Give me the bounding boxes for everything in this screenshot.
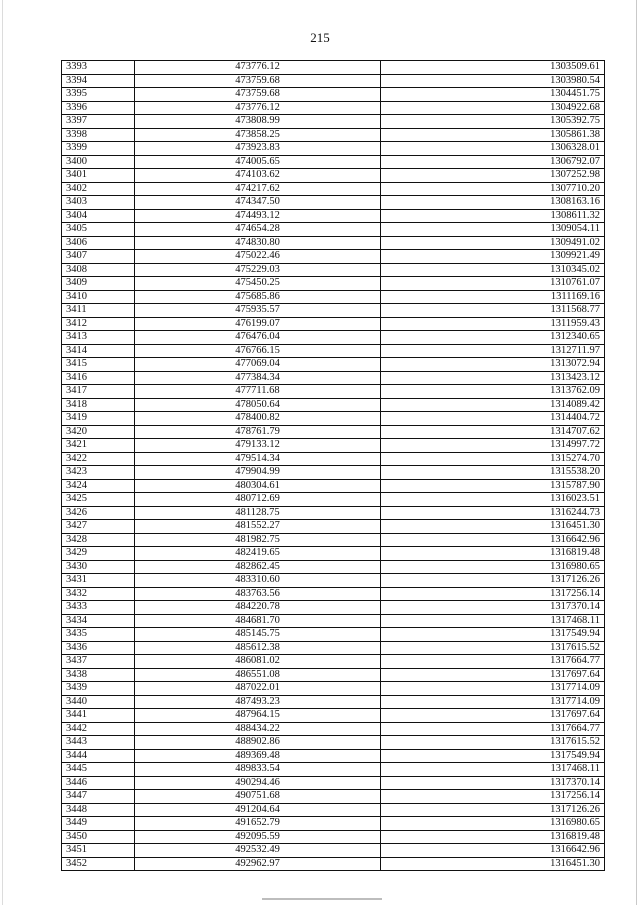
table-row	[62, 344, 605, 358]
y-coordinate-cell: 1317256.14	[381, 587, 605, 601]
table-row	[62, 88, 605, 102]
y-coordinate-cell: 1317468.11	[381, 763, 605, 777]
scan-bottom-mark	[262, 898, 382, 900]
table-row	[62, 547, 605, 561]
y-coordinate-cell: 1316980.65	[381, 817, 605, 831]
point-number-cell: 3407	[62, 250, 135, 264]
point-number-cell: 3428	[62, 533, 135, 547]
x-coordinate-cell: 476476.04	[135, 331, 381, 345]
x-coordinate-cell: 481552.27	[135, 520, 381, 534]
table-row	[62, 412, 605, 426]
point-number-cell: 3412	[62, 317, 135, 331]
point-number-cell: 3450	[62, 830, 135, 844]
point-number-cell: 3415	[62, 358, 135, 372]
x-coordinate-cell: 476766.15	[135, 344, 381, 358]
point-number-cell: 3393	[62, 61, 135, 75]
table-row	[62, 425, 605, 439]
point-number-cell: 3410	[62, 290, 135, 304]
x-coordinate-cell: 490294.46	[135, 776, 381, 790]
point-number-cell: 3432	[62, 587, 135, 601]
y-coordinate-cell: 1313762.09	[381, 385, 605, 399]
table-row	[62, 250, 605, 264]
x-coordinate-cell: 487022.01	[135, 682, 381, 696]
y-coordinate-cell: 1314404.72	[381, 412, 605, 426]
y-coordinate-cell: 1311568.77	[381, 304, 605, 318]
table-row	[62, 776, 605, 790]
x-coordinate-cell: 490751.68	[135, 790, 381, 804]
table-row	[62, 493, 605, 507]
x-coordinate-cell: 474103.62	[135, 169, 381, 183]
x-coordinate-cell: 474654.28	[135, 223, 381, 237]
point-number-cell: 3440	[62, 695, 135, 709]
point-number-cell: 3430	[62, 560, 135, 574]
y-coordinate-cell: 1317370.14	[381, 601, 605, 615]
point-number-cell: 3436	[62, 641, 135, 655]
y-coordinate-cell: 1306792.07	[381, 155, 605, 169]
table-row	[62, 628, 605, 642]
table-row	[62, 304, 605, 318]
table-row	[62, 560, 605, 574]
y-coordinate-cell: 1317549.94	[381, 749, 605, 763]
table-row	[62, 520, 605, 534]
y-coordinate-cell: 1316451.30	[381, 520, 605, 534]
x-coordinate-cell: 474005.65	[135, 155, 381, 169]
y-coordinate-cell: 1315274.70	[381, 452, 605, 466]
point-number-cell: 3449	[62, 817, 135, 831]
x-coordinate-cell: 484220.78	[135, 601, 381, 615]
y-coordinate-cell: 1305861.38	[381, 128, 605, 142]
table-row	[62, 452, 605, 466]
y-coordinate-cell: 1316244.73	[381, 506, 605, 520]
x-coordinate-cell: 487493.23	[135, 695, 381, 709]
point-number-cell: 3411	[62, 304, 135, 318]
y-coordinate-cell: 1303980.54	[381, 74, 605, 88]
point-number-cell: 3419	[62, 412, 135, 426]
x-coordinate-cell: 473808.99	[135, 115, 381, 129]
y-coordinate-cell: 1317549.94	[381, 628, 605, 642]
y-coordinate-cell: 1314997.72	[381, 439, 605, 453]
table-row	[62, 290, 605, 304]
point-number-cell: 3448	[62, 803, 135, 817]
point-number-cell: 3414	[62, 344, 135, 358]
table-row	[62, 803, 605, 817]
table-row	[62, 398, 605, 412]
y-coordinate-cell: 1313423.12	[381, 371, 605, 385]
y-coordinate-cell: 1305392.75	[381, 115, 605, 129]
y-coordinate-cell: 1317256.14	[381, 790, 605, 804]
point-number-cell: 3451	[62, 844, 135, 858]
point-number-cell: 3396	[62, 101, 135, 115]
y-coordinate-cell: 1312340.65	[381, 331, 605, 345]
y-coordinate-cell: 1307710.20	[381, 182, 605, 196]
x-coordinate-cell: 474830.80	[135, 236, 381, 250]
y-coordinate-cell: 1317615.52	[381, 641, 605, 655]
point-number-cell: 3422	[62, 452, 135, 466]
x-coordinate-cell: 492095.59	[135, 830, 381, 844]
x-coordinate-cell: 474217.62	[135, 182, 381, 196]
y-coordinate-cell: 1316819.48	[381, 830, 605, 844]
y-coordinate-cell: 1311169.16	[381, 290, 605, 304]
y-coordinate-cell: 1316642.96	[381, 844, 605, 858]
point-number-cell: 3402	[62, 182, 135, 196]
x-coordinate-cell: 478050.64	[135, 398, 381, 412]
coordinates-table-body	[62, 61, 605, 871]
x-coordinate-cell: 479133.12	[135, 439, 381, 453]
y-coordinate-cell: 1314707.62	[381, 425, 605, 439]
x-coordinate-cell: 485145.75	[135, 628, 381, 642]
point-number-cell: 3400	[62, 155, 135, 169]
point-number-cell: 3424	[62, 479, 135, 493]
table-row	[62, 614, 605, 628]
table-row	[62, 61, 605, 75]
x-coordinate-cell: 492532.49	[135, 844, 381, 858]
x-coordinate-cell: 491652.79	[135, 817, 381, 831]
table-row	[62, 358, 605, 372]
table-row	[62, 749, 605, 763]
point-number-cell: 3395	[62, 88, 135, 102]
y-coordinate-cell: 1316451.30	[381, 857, 605, 871]
y-coordinate-cell: 1317126.26	[381, 574, 605, 588]
x-coordinate-cell: 475450.25	[135, 277, 381, 291]
table-row	[62, 709, 605, 723]
table-row	[62, 236, 605, 250]
y-coordinate-cell: 1317370.14	[381, 776, 605, 790]
point-number-cell: 3413	[62, 331, 135, 345]
point-number-cell: 3420	[62, 425, 135, 439]
x-coordinate-cell: 473759.68	[135, 88, 381, 102]
point-number-cell: 3421	[62, 439, 135, 453]
x-coordinate-cell: 488902.86	[135, 736, 381, 750]
table-row	[62, 722, 605, 736]
x-coordinate-cell: 475022.46	[135, 250, 381, 264]
point-number-cell: 3443	[62, 736, 135, 750]
y-coordinate-cell: 1317664.77	[381, 722, 605, 736]
table-row	[62, 736, 605, 750]
x-coordinate-cell: 488434.22	[135, 722, 381, 736]
x-coordinate-cell: 479514.34	[135, 452, 381, 466]
x-coordinate-cell: 481128.75	[135, 506, 381, 520]
y-coordinate-cell: 1316819.48	[381, 547, 605, 561]
point-number-cell: 3429	[62, 547, 135, 561]
point-number-cell: 3401	[62, 169, 135, 183]
y-coordinate-cell: 1317714.09	[381, 682, 605, 696]
x-coordinate-cell: 483763.56	[135, 587, 381, 601]
point-number-cell: 3445	[62, 763, 135, 777]
y-coordinate-cell: 1308163.16	[381, 196, 605, 210]
point-number-cell: 3447	[62, 790, 135, 804]
y-coordinate-cell: 1307252.98	[381, 169, 605, 183]
x-coordinate-cell: 476199.07	[135, 317, 381, 331]
table-row	[62, 668, 605, 682]
point-number-cell: 3452	[62, 857, 135, 871]
y-coordinate-cell: 1316642.96	[381, 533, 605, 547]
table-row	[62, 74, 605, 88]
table-row	[62, 115, 605, 129]
table-row	[62, 263, 605, 277]
x-coordinate-cell: 473776.12	[135, 61, 381, 75]
x-coordinate-cell: 478400.82	[135, 412, 381, 426]
x-coordinate-cell: 482419.65	[135, 547, 381, 561]
table-row	[62, 763, 605, 777]
x-coordinate-cell: 482862.45	[135, 560, 381, 574]
y-coordinate-cell: 1314089.42	[381, 398, 605, 412]
x-coordinate-cell: 489369.48	[135, 749, 381, 763]
x-coordinate-cell: 473776.12	[135, 101, 381, 115]
x-coordinate-cell: 487964.15	[135, 709, 381, 723]
y-coordinate-cell: 1310761.07	[381, 277, 605, 291]
y-coordinate-cell: 1315538.20	[381, 466, 605, 480]
table-row	[62, 142, 605, 156]
point-number-cell: 3444	[62, 749, 135, 763]
table-row	[62, 641, 605, 655]
table-row	[62, 695, 605, 709]
x-coordinate-cell: 474493.12	[135, 209, 381, 223]
x-coordinate-cell: 473923.83	[135, 142, 381, 156]
x-coordinate-cell: 486081.02	[135, 655, 381, 669]
x-coordinate-cell: 477069.04	[135, 358, 381, 372]
point-number-cell: 3394	[62, 74, 135, 88]
point-number-cell: 3423	[62, 466, 135, 480]
point-number-cell: 3441	[62, 709, 135, 723]
point-number-cell: 3438	[62, 668, 135, 682]
x-coordinate-cell: 473759.68	[135, 74, 381, 88]
y-coordinate-cell: 1304922.68	[381, 101, 605, 115]
point-number-cell: 3425	[62, 493, 135, 507]
y-coordinate-cell: 1306328.01	[381, 142, 605, 156]
point-number-cell: 3409	[62, 277, 135, 291]
table-row	[62, 857, 605, 871]
y-coordinate-cell: 1317126.26	[381, 803, 605, 817]
y-coordinate-cell: 1316980.65	[381, 560, 605, 574]
x-coordinate-cell: 484681.70	[135, 614, 381, 628]
x-coordinate-cell: 492962.97	[135, 857, 381, 871]
y-coordinate-cell: 1303509.61	[381, 61, 605, 75]
x-coordinate-cell: 478761.79	[135, 425, 381, 439]
table-row	[62, 101, 605, 115]
point-number-cell: 3427	[62, 520, 135, 534]
x-coordinate-cell: 477384.34	[135, 371, 381, 385]
x-coordinate-cell: 475229.03	[135, 263, 381, 277]
point-number-cell: 3408	[62, 263, 135, 277]
table-row	[62, 506, 605, 520]
y-coordinate-cell: 1317697.64	[381, 668, 605, 682]
scan-edge-right	[636, 0, 637, 905]
table-row	[62, 128, 605, 142]
x-coordinate-cell: 475935.57	[135, 304, 381, 318]
point-number-cell: 3406	[62, 236, 135, 250]
table-row	[62, 682, 605, 696]
point-number-cell: 3418	[62, 398, 135, 412]
table-row	[62, 587, 605, 601]
y-coordinate-cell: 1312711.97	[381, 344, 605, 358]
x-coordinate-cell: 475685.86	[135, 290, 381, 304]
table-row	[62, 317, 605, 331]
y-coordinate-cell: 1309921.49	[381, 250, 605, 264]
x-coordinate-cell: 485612.38	[135, 641, 381, 655]
point-number-cell: 3446	[62, 776, 135, 790]
point-number-cell: 3416	[62, 371, 135, 385]
y-coordinate-cell: 1313072.94	[381, 358, 605, 372]
point-number-cell: 3399	[62, 142, 135, 156]
x-coordinate-cell: 480304.61	[135, 479, 381, 493]
table-row	[62, 371, 605, 385]
scan-edge-left	[2, 0, 3, 905]
table-row	[62, 844, 605, 858]
table-row	[62, 655, 605, 669]
page-number: 215	[310, 30, 330, 45]
point-number-cell: 3403	[62, 196, 135, 210]
table-row	[62, 817, 605, 831]
table-row	[62, 169, 605, 183]
table-row	[62, 331, 605, 345]
x-coordinate-cell: 473858.25	[135, 128, 381, 142]
y-coordinate-cell: 1317697.64	[381, 709, 605, 723]
x-coordinate-cell: 489833.54	[135, 763, 381, 777]
y-coordinate-cell: 1317468.11	[381, 614, 605, 628]
x-coordinate-cell: 486551.08	[135, 668, 381, 682]
point-number-cell: 3397	[62, 115, 135, 129]
point-number-cell: 3431	[62, 574, 135, 588]
point-number-cell: 3439	[62, 682, 135, 696]
table-row	[62, 790, 605, 804]
x-coordinate-cell: 477711.68	[135, 385, 381, 399]
x-coordinate-cell: 474347.50	[135, 196, 381, 210]
table-row	[62, 385, 605, 399]
y-coordinate-cell: 1311959.43	[381, 317, 605, 331]
x-coordinate-cell: 491204.64	[135, 803, 381, 817]
y-coordinate-cell: 1317664.77	[381, 655, 605, 669]
table-row	[62, 601, 605, 615]
y-coordinate-cell: 1310345.02	[381, 263, 605, 277]
y-coordinate-cell: 1304451.75	[381, 88, 605, 102]
y-coordinate-cell: 1308611.32	[381, 209, 605, 223]
table-row	[62, 479, 605, 493]
x-coordinate-cell: 480712.69	[135, 493, 381, 507]
y-coordinate-cell: 1317615.52	[381, 736, 605, 750]
point-number-cell: 3398	[62, 128, 135, 142]
table-row	[62, 533, 605, 547]
table-row	[62, 182, 605, 196]
point-number-cell: 3404	[62, 209, 135, 223]
point-number-cell: 3417	[62, 385, 135, 399]
y-coordinate-cell: 1309054.11	[381, 223, 605, 237]
table-row	[62, 574, 605, 588]
table-row	[62, 439, 605, 453]
x-coordinate-cell: 483310.60	[135, 574, 381, 588]
point-number-cell: 3434	[62, 614, 135, 628]
table-row	[62, 155, 605, 169]
x-coordinate-cell: 481982.75	[135, 533, 381, 547]
table-row	[62, 223, 605, 237]
x-coordinate-cell: 479904.99	[135, 466, 381, 480]
y-coordinate-cell: 1309491.02	[381, 236, 605, 250]
point-number-cell: 3442	[62, 722, 135, 736]
point-number-cell: 3433	[62, 601, 135, 615]
point-number-cell: 3435	[62, 628, 135, 642]
y-coordinate-cell: 1315787.90	[381, 479, 605, 493]
table-row	[62, 196, 605, 210]
table-row	[62, 209, 605, 223]
point-number-cell: 3437	[62, 655, 135, 669]
table-row	[62, 466, 605, 480]
coordinates-table	[61, 60, 605, 871]
y-coordinate-cell: 1317714.09	[381, 695, 605, 709]
point-number-cell: 3426	[62, 506, 135, 520]
y-coordinate-cell: 1316023.51	[381, 493, 605, 507]
table-row	[62, 277, 605, 291]
table-row	[62, 830, 605, 844]
point-number-cell: 3405	[62, 223, 135, 237]
